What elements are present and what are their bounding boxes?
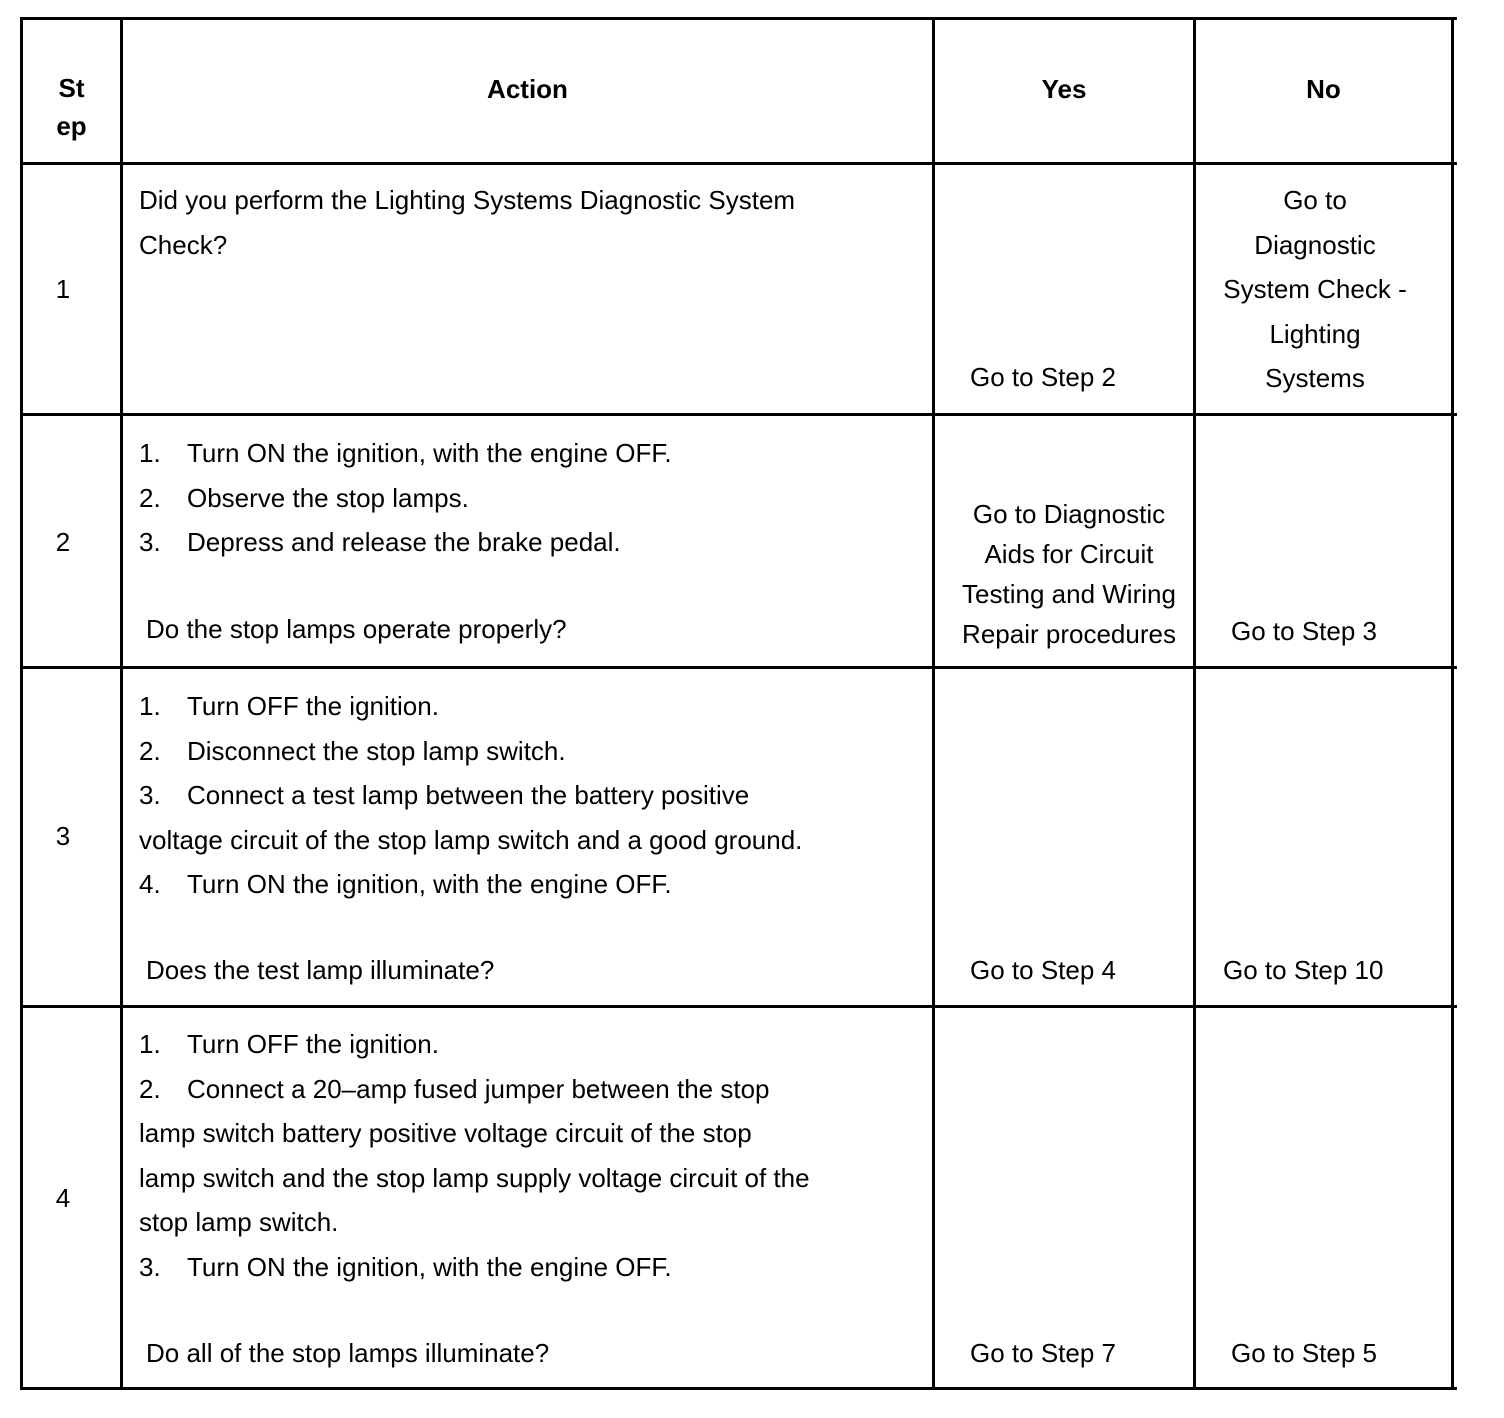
no-result: Go to Step 5 <box>1231 1338 1377 1368</box>
header-no: No <box>1306 74 1341 104</box>
yes-result: Go to Diagnostic Aids for Circuit Testing and Wiring Repair procedures <box>962 499 1176 649</box>
list-item: 4. Turn ON the ignition, with the engine OFF. <box>139 869 672 899</box>
list-item: 2. Disconnect the stop lamp switch. <box>139 735 566 766</box>
step-number: 1 <box>55 274 71 304</box>
no-result: Go to Step 10 <box>1223 955 1384 985</box>
action-question: Do the stop lamps operate properly? <box>146 614 567 644</box>
diagnostic-table <box>20 17 1454 1390</box>
step-number: 4 <box>55 1183 71 1213</box>
table-border-bottom <box>20 1387 1457 1390</box>
row-divider <box>20 413 1457 416</box>
action-question: Does the test lamp illuminate? <box>146 955 495 985</box>
step-number: 3 <box>55 821 71 851</box>
list-item: 1. Turn ON the ignition, with the engine OFF. <box>139 438 672 468</box>
table-border-right <box>1451 17 1454 1390</box>
list-item: 1. Turn OFF the ignition. <box>139 1029 439 1059</box>
row-divider <box>20 666 1457 669</box>
action-steps: 1. Turn OFF the ignition. 2. Connect a 20–amp fused jumper between the stop lamp switch battery positive voltage circuit of the stop lamp switch and the stop lamp supply voltage circuit of the stop lamp switch. 3. Turn ON the ignition, with the engine OFF. <box>139 1022 810 1289</box>
yes-result: Go to Step 2 <box>970 362 1116 392</box>
header-action: Action <box>487 74 568 104</box>
list-item: 1. Turn OFF the ignition. <box>139 691 439 721</box>
list-item: 3. Connect a test lamp between the battery positive <box>139 780 750 810</box>
column-divider <box>120 17 123 1390</box>
action-steps: 1. Turn OFF the ignition. 2. Disconnect the stop lamp switch. 3. Connect a test lamp between the battery positive voltage circuit of the stop lamp switch and a good ground. 4. Turn ON the ignition, with the engine OFF. <box>139 684 802 907</box>
table-border-top <box>20 17 1457 20</box>
list-item: 2. Observe the stop lamps. <box>139 482 469 513</box>
column-divider <box>932 17 935 1390</box>
yes-result: Go to Step 4 <box>970 955 1116 985</box>
header-yes: Yes <box>1041 74 1087 104</box>
action-steps <box>139 431 672 565</box>
row-divider <box>20 1005 1457 1008</box>
action-text: Did you perform the Lighting Systems Diagnostic System Check? <box>139 185 796 260</box>
step-number: 2 <box>55 527 71 557</box>
action-question: Do all of the stop lamps illuminate? <box>146 1338 550 1368</box>
list-item: 2. Connect a 20–amp fused jumper between the stop <box>139 1073 770 1104</box>
header-step: St ep <box>56 73 87 141</box>
row-divider <box>20 162 1457 165</box>
list-item: 3. Depress and release the brake pedal. <box>139 527 621 557</box>
no-result: Go to Step 3 <box>1231 616 1377 646</box>
yes-result: Go to Step 7 <box>970 1338 1116 1368</box>
list-item: 3. Turn ON the ignition, with the engine OFF. <box>139 1251 672 1282</box>
no-result: Go to Diagnostic System Check - Lighting Systems <box>1223 185 1407 393</box>
